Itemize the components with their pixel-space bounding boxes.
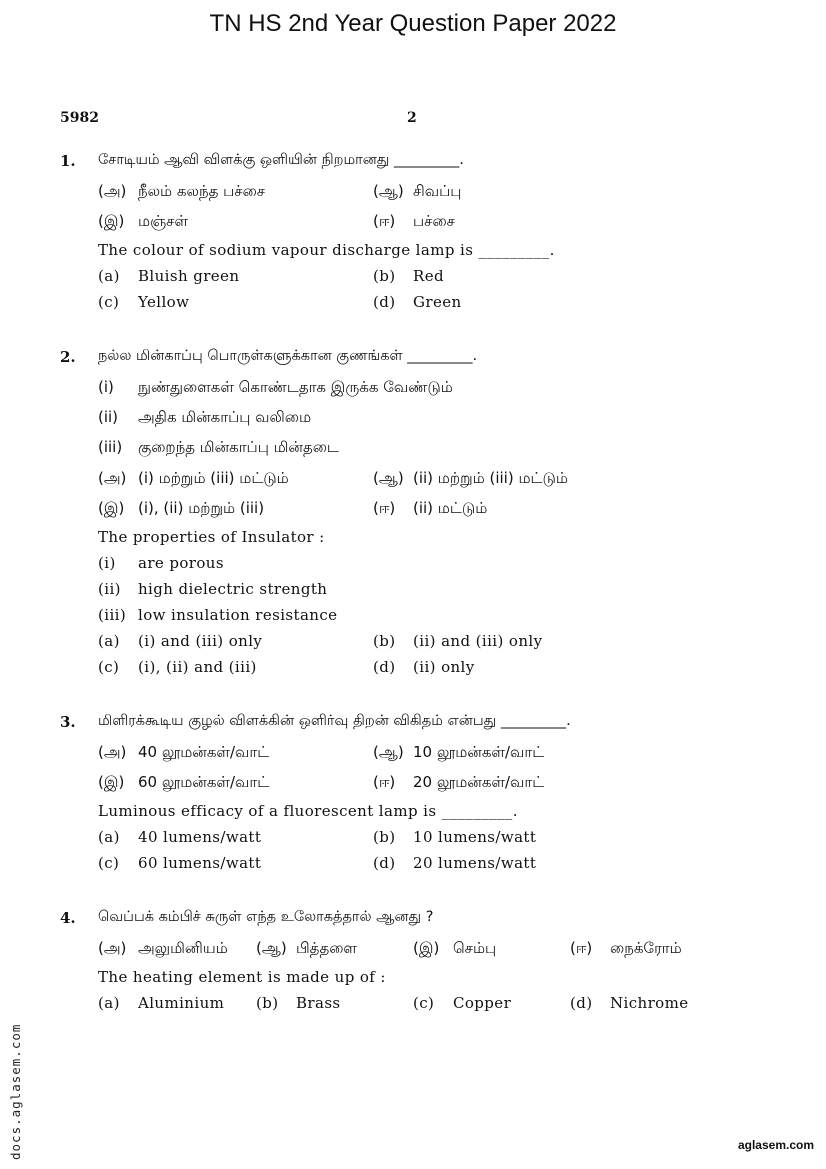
option-tamil-a: (அ) 40 லூமன்கள்/வாட்	[98, 743, 270, 761]
option-tamil-c: (இ) மஞ்சள்	[98, 212, 189, 230]
question-text-english: The heating element is made up of :	[98, 968, 386, 986]
statement-english-i: (i) are porous	[98, 554, 224, 572]
question-text-english: The properties of Insulator :	[98, 528, 325, 546]
option-english-b: (b) Red	[373, 267, 444, 285]
option-english-c: (c) Copper	[413, 994, 512, 1012]
question-text-tamil: நல்ல மின்காப்பு பொருள்களுக்கான குணங்கள் _________.	[98, 348, 478, 364]
option-english-c: (c) Yellow	[98, 293, 190, 311]
option-english-d: (d) Nichrome	[570, 994, 689, 1012]
option-tamil-d: (ஈ) நைக்ரோம்	[570, 939, 682, 957]
option-tamil-c: (இ) (i), (ii) மற்றும் (iii)	[98, 499, 265, 517]
question-text-english: The colour of sodium vapour discharge lamp is _________.	[98, 241, 555, 259]
option-tamil-d: (ஈ) (ii) மட்டும்	[373, 499, 488, 517]
option-english-d: (d) (ii) only	[373, 658, 475, 676]
option-tamil-a: (அ) அலுமினியம்	[98, 939, 228, 957]
question-number: 3.	[60, 713, 76, 731]
option-english-c: (c) 60 lumens/watt	[98, 854, 262, 872]
option-english-a: (a) Aluminium	[98, 994, 225, 1012]
option-english-d: (d) 20 lumens/watt	[373, 854, 537, 872]
option-english-c: (c) (i), (ii) and (iii)	[98, 658, 257, 676]
side-watermark: docs.aglasem.com	[8, 1023, 23, 1160]
statement-tamil-i: (i) நுண்துளைகள் கொண்டதாக இருக்க வேண்டும்	[98, 378, 453, 396]
question-number: 4.	[60, 909, 76, 927]
paper-code: 5982	[60, 110, 99, 126]
option-tamil-a: (அ) நீலம் கலந்த பச்சை	[98, 182, 266, 200]
question-text-tamil: சோடியம் ஆவி விளக்கு ஒளியின் நிறமானது _________.	[98, 152, 464, 168]
option-english-a: (a) 40 lumens/watt	[98, 828, 262, 846]
option-english-b: (b) (ii) and (iii) only	[373, 632, 543, 650]
option-tamil-b: (ஆ) சிவப்பு	[373, 182, 462, 200]
question-text-english: Luminous efficacy of a fluorescent lamp is _________.	[98, 802, 518, 820]
question-text-tamil: வெப்பக் கம்பிச் சுருள் எந்த உலோகத்தால் ஆனது ?	[98, 909, 434, 925]
option-english-a: (a) (i) and (iii) only	[98, 632, 263, 650]
question-text-tamil: மிளிரக்கூடிய குழல் விளக்கின் ஒளிர்வு திறன் விகிதம் என்பது _________.	[98, 713, 571, 729]
statement-english-ii: (ii) high dielectric strength	[98, 580, 328, 598]
option-tamil-b: (ஆ) பித்தளை	[256, 939, 357, 957]
option-tamil-b: (ஆ) (ii) மற்றும் (iii) மட்டும்	[373, 469, 568, 487]
option-tamil-c: (இ) 60 லூமன்கள்/வாட்	[98, 773, 270, 791]
option-english-b: (b) 10 lumens/watt	[373, 828, 537, 846]
statement-tamil-iii: (iii) குறைந்த மின்காப்பு மின்தடை	[98, 438, 339, 456]
option-english-d: (d) Green	[373, 293, 462, 311]
option-tamil-c: (இ) செம்பு	[413, 939, 497, 957]
option-tamil-d: (ஈ) 20 லூமன்கள்/வாட்	[373, 773, 545, 791]
question-number: 2.	[60, 348, 76, 366]
page-number: 2	[407, 110, 417, 126]
question-number: 1.	[60, 152, 76, 170]
option-english-b: (b) Brass	[256, 994, 341, 1012]
option-tamil-b: (ஆ) 10 லூமன்கள்/வாட்	[373, 743, 545, 761]
option-english-a: (a) Bluish green	[98, 267, 240, 285]
option-tamil-a: (அ) (i) மற்றும் (iii) மட்டும்	[98, 469, 289, 487]
footer-site-name: aglasem.com	[737, 1138, 814, 1152]
statement-english-iii: (iii) low insulation resistance	[98, 606, 338, 624]
page-banner-title: TN HS 2nd Year Question Paper 2022	[209, 10, 617, 37]
option-tamil-d: (ஈ) பச்சை	[373, 212, 455, 230]
statement-tamil-ii: (ii) அதிக மின்காப்பு வலிமை	[98, 408, 312, 426]
